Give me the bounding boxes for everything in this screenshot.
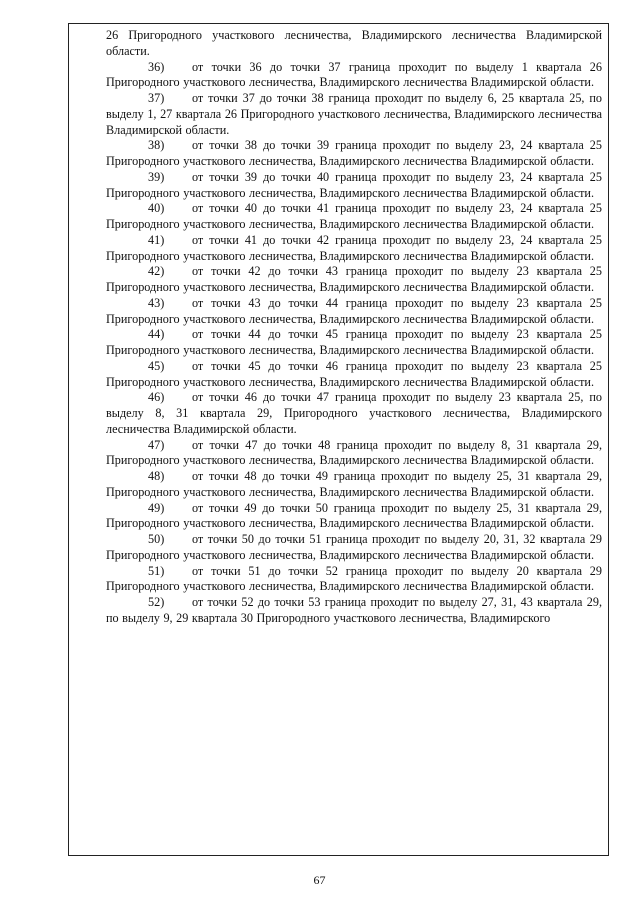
item-number: 40) bbox=[148, 201, 165, 216]
item-text: от точки 50 до точки 51 граница проходит по выделу 20, 31, 32 квартала 29 Пригородного участкового лесничества, Владимирского лесничества Владимирской области. bbox=[106, 532, 602, 562]
item-text: от точки 36 до точки 37 граница проходит по выделу 1 квартала 26 Пригородного участкового лесничества, Владимирского лесничества Владимирской области. bbox=[106, 59, 602, 90]
item-text: от точки 52 до точки 53 граница проходит по выделу 27, 31, 43 квартала 29, по выделу 9, 29 квартала 30 Пригородного участкового лесничества, Владимирского bbox=[106, 595, 602, 625]
item-number: 41) bbox=[148, 232, 165, 247]
item-text: от точки 40 до точки 41 граница проходит по выделу 23, 24 квартала 25 Пригородного участкового лесничества, Владимирского лесничества Владимирской области. bbox=[106, 201, 602, 231]
item-text: от точки 47 до точки 48 граница проходит по выделу 8, 31 квартала 29, Пригородного участкового лесничества, Владимирского лесничества Владимирской области. bbox=[106, 437, 602, 468]
boundary-item bbox=[106, 296, 602, 328]
item-text: от точки 39 до точки 40 граница проходит по выделу 23, 24 квартала 25 Пригородного участкового лесничества, Владимирского лесничества Владимирской области. bbox=[106, 169, 602, 200]
boundary-item bbox=[106, 264, 602, 296]
boundary-item bbox=[106, 595, 602, 627]
boundary-item bbox=[106, 501, 602, 533]
item-text: от точки 51 до точки 52 граница проходит по выделу 20 квартала 29 Пригородного участкового лесничества, Владимирского лесничества Владимирской области. bbox=[106, 563, 602, 594]
item-number: 44) bbox=[148, 327, 165, 342]
boundary-item bbox=[106, 469, 602, 501]
item-number: 49) bbox=[148, 500, 165, 515]
item-number: 36) bbox=[148, 59, 165, 74]
item-number: 37) bbox=[148, 91, 165, 105]
item-number: 39) bbox=[148, 169, 165, 184]
item-text: от точки 45 до точки 46 граница проходит по выделу 23 квартала 25 Пригородного участкового лесничества, Владимирского лесничества Владимирской области. bbox=[106, 358, 602, 389]
item-text: от точки 43 до точки 44 граница проходит по выделу 23 квартала 25 Пригородного участкового лесничества, Владимирского лесничества Владимирской области. bbox=[106, 295, 602, 326]
item-text: от точки 49 до точки 50 граница проходит по выделу 25, 31 квартала 29, Пригородного участкового лесничества, Владимирского лесничества Владимирской области. bbox=[106, 500, 602, 531]
page-number: 67 bbox=[313, 873, 326, 887]
item-number: 52) bbox=[148, 595, 165, 609]
boundary-item bbox=[106, 532, 602, 564]
item-text: от точки 42 до точки 43 граница проходит по выделу 23 квартала 25 Пригородного участкового лесничества, Владимирского лесничества Владимирской области. bbox=[106, 264, 602, 294]
item-number: 47) bbox=[148, 437, 165, 452]
item-number: 43) bbox=[148, 295, 165, 310]
item-text: от точки 38 до точки 39 граница проходит по выделу 23, 24 квартала 25 Пригородного участкового лесничества, Владимирского лесничества Владимирской области. bbox=[106, 138, 602, 168]
boundary-item bbox=[106, 359, 602, 391]
item-number: 51) bbox=[148, 563, 165, 578]
boundary-item bbox=[106, 233, 602, 265]
item-number: 38) bbox=[148, 138, 165, 153]
boundary-item bbox=[106, 91, 602, 138]
boundary-item bbox=[106, 564, 602, 596]
page-frame bbox=[68, 23, 609, 856]
item-number: 46) bbox=[148, 390, 165, 405]
item-number: 45) bbox=[148, 358, 165, 373]
item-number: 42) bbox=[148, 264, 165, 279]
item-number: 48) bbox=[148, 469, 165, 483]
item-text: от точки 37 до точки 38 граница проходит по выделу 6, 25 квартала 25, по выделу 1, 27 квартала 26 Пригородного участкового лесничества, Владимирского лесничества Владимирской области. bbox=[106, 91, 602, 137]
item-text: от точки 46 до точки 47 граница проходит по выделу 23 квартала 25, по выделу 8, 31 квартала 29, Пригородного участкового лесничества, Владимирского лесничества Владимирской области. bbox=[106, 390, 602, 436]
boundary-item bbox=[106, 327, 602, 359]
item-text: от точки 48 до точки 49 граница проходит по выделу 25, 31 квартала 29, Пригородного участкового лесничества, Владимирского лесничества Владимирской области. bbox=[106, 469, 602, 499]
boundary-item bbox=[106, 60, 602, 92]
boundary-item bbox=[106, 138, 602, 170]
item-number: 50) bbox=[148, 532, 165, 546]
boundary-items-list bbox=[106, 60, 602, 627]
boundary-item bbox=[106, 201, 602, 233]
document-body bbox=[69, 24, 608, 627]
opening-paragraph: 26 Пригородного участкового лесничества, Владимирского лесничества Владимирской области. bbox=[106, 28, 602, 58]
item-text: от точки 41 до точки 42 граница проходит по выделу 23, 24 квартала 25 Пригородного участкового лесничества, Владимирского лесничества Владимирской области. bbox=[106, 232, 602, 263]
boundary-item bbox=[106, 170, 602, 202]
item-text: от точки 44 до точки 45 граница проходит по выделу 23 квартала 25 Пригородного участкового лесничества, Владимирского лесничества Владимирской области. bbox=[106, 327, 602, 357]
boundary-item bbox=[106, 438, 602, 470]
boundary-item bbox=[106, 390, 602, 437]
